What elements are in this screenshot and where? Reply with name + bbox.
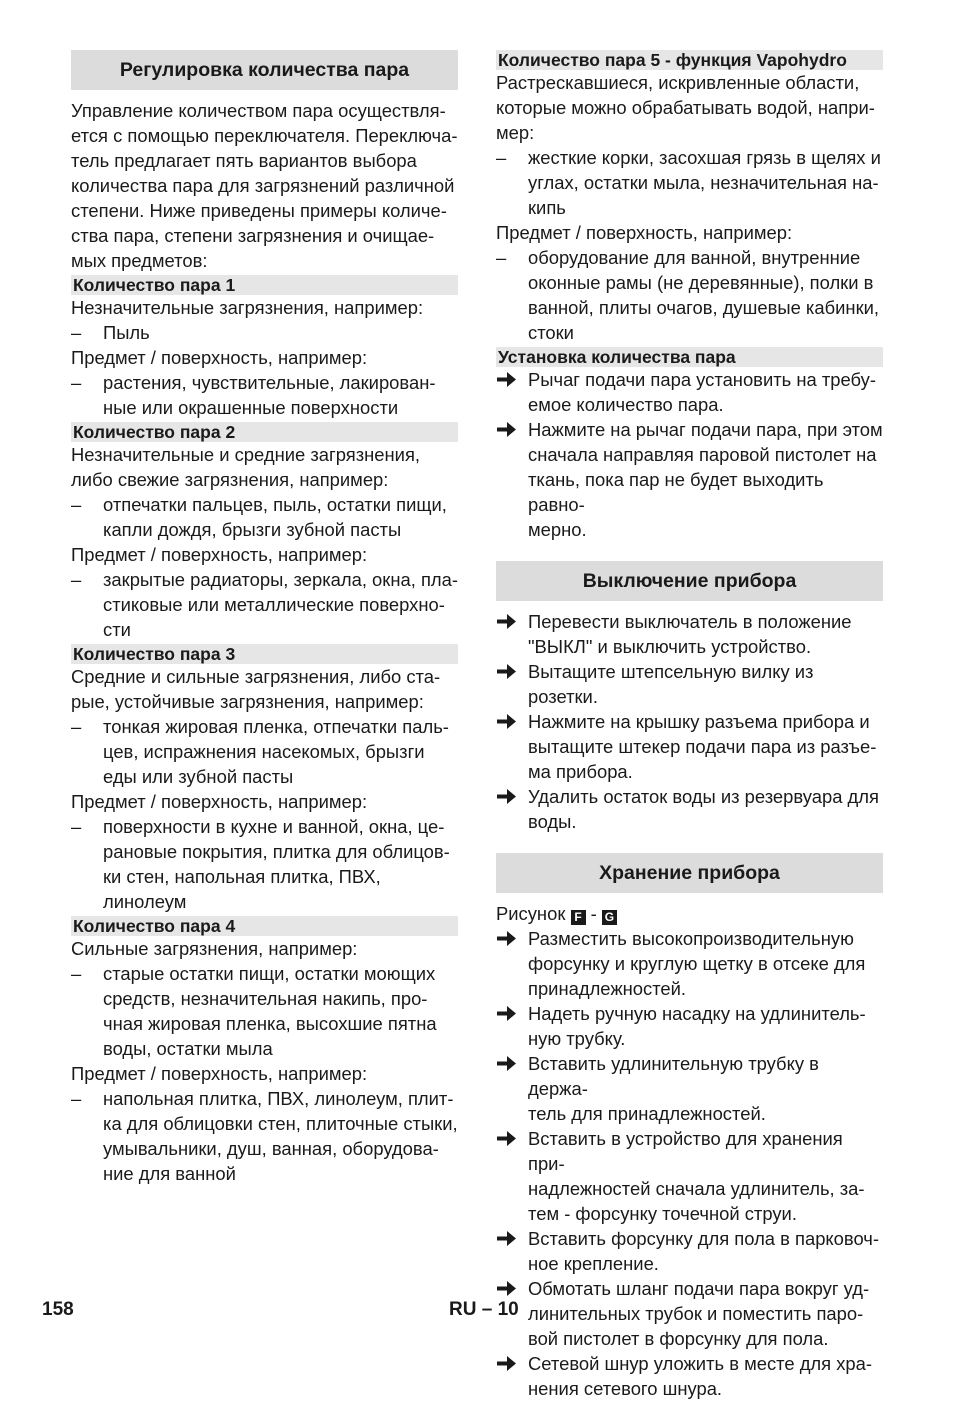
object-intro: Предмет / поверхность, например: [71,1063,368,1084]
text-line: ное крепление. [528,1253,659,1274]
text-line: ткань, пока пар не будет выходить равно- [528,469,824,515]
text-line: еды или зубной пасты [103,766,294,787]
arrow-right-icon [496,1001,518,1026]
text-line: количества пара для загрязнений различной [71,175,455,196]
object-intro: Предмет / поверхность, например: [496,222,793,243]
arrow-right-icon [496,784,518,809]
text-line: "ВЫКЛ" и выключить устройство. [528,636,812,657]
text-line: кипь [528,197,566,218]
arrow-right-icon [496,709,518,734]
page-label: RU – 10 [449,1299,519,1320]
text-line: – растения, чувствительные, лакирован- [103,372,436,393]
text-line: емое количество пара. [528,394,724,415]
subheading-steam-level-1: Количество пара 1 [71,275,458,295]
text-line: принадлежностей. [528,978,687,999]
figure-letter-f: F [571,910,586,925]
arrow-right-icon [496,1051,518,1076]
text-line: – тонкая жировая пленка, отпечатки паль- [103,716,449,737]
dirt-intro [71,664,458,714]
text-line: линительных трубок и поместить паро- [528,1303,864,1324]
list-item [71,567,458,642]
text-line: Управление количеством пара осуществля- [71,100,446,121]
text-line: тем - форсунку точечной струи. [528,1203,797,1224]
list-item [496,245,883,345]
text-line: ную трубку. [528,1028,626,1049]
arrow-right-icon [496,1126,518,1151]
text-line: ки стен, напольная плитка, ПВХ, [103,866,381,887]
text-line: Незначительные и средние загрязнения, [71,444,421,465]
text-line: тель предлагает пять вариантов выбора [71,150,417,171]
list-item [71,370,458,420]
text-line: – оборудование для ванной, внутренние [528,247,861,268]
text-line: цев, испражнения насекомых, брызги [103,741,425,762]
text-line: ства пара, степени загрязнения и очищае- [71,225,435,246]
arrow-right-icon [496,417,518,442]
intro-paragraph [71,98,458,273]
object-intro: Предмет / поверхность, например: [71,347,368,368]
object-intro: Предмет / поверхность, например: [71,544,368,565]
arrow-right-icon [496,609,518,634]
text-line: – отпечатки пальцев, пыль, остатки пищи, [103,494,447,515]
dirt-intro [496,70,883,145]
figure-reference [496,901,883,926]
text-line: тель для принадлежностей. [528,1103,766,1124]
text-line: стоки [528,322,574,343]
step-item [496,1001,883,1051]
text-line: ма прибора. [528,761,633,782]
list-item [71,714,458,789]
text-line: рые, устойчивые загрязнения, например: [71,691,424,712]
arrow-right-icon [496,659,518,684]
text-line: форсунку и круглую щетку в отсеке для [528,953,866,974]
text-line: Средние и сильные загрязнения, либо ста- [71,666,441,687]
text-line: Удалить остаток воды из резервуара для [528,786,879,807]
text-line: воды. [528,811,577,832]
text-line: нения сетевого шнура. [528,1378,723,1399]
section-heading-storage: Хранение прибора [496,853,883,893]
text-line: степени. Ниже приведены примеры количе- [71,200,447,221]
text-line: мых предметов: [71,250,208,271]
page-number: 158 [42,1299,74,1320]
text-line: вытащите штекер подачи пара из разъе- [528,736,877,757]
figure-letter-g: G [602,910,617,925]
step-item [496,367,883,417]
text-line: стиковые или металлические поверхно- [103,594,445,615]
subheading-steam-level-3: Количество пара 3 [71,644,458,664]
text-line: Вставить в устройство для хранения при- [528,1128,843,1174]
left-column [71,50,458,1186]
step-item [496,926,883,1001]
text-line: которые можно обрабатывать водой, напри- [496,97,875,118]
text-line: оконные рамы (не деревянные), полки в [528,272,874,293]
text-line: ется с помощью переключателя. Переключа- [71,125,458,146]
step-item [496,659,883,709]
section-heading-steam-regulation: Регулировка количества пара [71,50,458,90]
text-line: Вытащите штепсельную вилку из розетки. [528,661,814,707]
list-item [71,492,458,542]
subheading-set-steam-amount: Установка количества пара [496,347,883,367]
arrow-right-icon [496,367,518,392]
text-line: Вставить форсунку для пола в парковоч- [528,1228,880,1249]
list-item-text: Пыль [103,322,150,343]
text-line: мер: [496,122,535,143]
text-line: Обмотать шланг подачи пара вокруг уд- [528,1278,870,1299]
list-item [71,961,458,1061]
step-item [496,1051,883,1126]
text-line: мерно. [528,519,587,540]
text-line: сти [103,619,131,640]
text-line: рановые покрытия, плитка для облицов- [103,841,450,862]
figure-separator: - [590,903,597,924]
text-line: – жесткие корки, засохшая грязь в щелях и [528,147,881,168]
text-line: – напольная плитка, ПВХ, линолеум, плит- [103,1088,454,1109]
list-item [71,320,458,345]
text-line: углах, остатки мыла, незначительная на- [528,172,879,193]
text-line: Рычаг подачи пара установить на требу- [528,369,876,390]
subheading-steam-level-4: Количество пара 4 [71,916,458,936]
text-line: Разместить высокопроизводительную [528,928,854,949]
text-line: средств, незначительная накипь, про- [103,988,428,1009]
dirt-intro: Незначительные загрязнения, например: [71,297,424,318]
text-line: ванной, плиты очагов, душевые кабинки, [528,297,879,318]
text-line: Нажмите на рычаг подачи пара, при этом [528,419,883,440]
subheading-steam-level-2: Количество пара 2 [71,422,458,442]
text-line: Сетевой шнур уложить в месте для хра- [528,1353,872,1374]
step-item [496,1276,883,1351]
text-line: ние для ванной [103,1163,236,1184]
text-line: – поверхности в кухне и ванной, окна, це- [103,816,445,837]
arrow-right-icon [496,1226,518,1251]
text-line: воды, остатки мыла [103,1038,273,1059]
text-line: – старые остатки пищи, остатки моющих [103,963,436,984]
arrow-right-icon [496,926,518,951]
text-line: Перевести выключатель в положение [528,611,852,632]
list-item [71,1086,458,1186]
step-item [496,709,883,784]
text-line: Нажмите на крышку разъема прибора и [528,711,870,732]
right-column [496,50,883,1401]
text-line: – закрытые радиаторы, зеркала, окна, пла- [103,569,458,590]
section-heading-switch-off: Выключение прибора [496,561,883,601]
object-intro: Предмет / поверхность, например: [71,791,368,812]
text-line: чная жировая пленка, высохшие пятна [103,1013,437,1034]
text-line: умывальники, душ, ванная, оборудова- [103,1138,439,1159]
figure-label: Рисунок [496,903,566,924]
text-line: сначала направляя паровой пистолет на [528,444,877,465]
text-line: надлежностей сначала удлинитель, за- [528,1178,865,1199]
text-line: ка для облицовки стен, плиточные стыки, [103,1113,458,1134]
list-item [71,814,458,914]
step-item [496,609,883,659]
list-item [496,145,883,220]
subheading-steam-level-5: Количество пара 5 - функция Vapohydro [496,50,883,70]
text-line: либо свежие загрязнения, например: [71,469,389,490]
text-line: Вставить удлинительную трубку в держа- [528,1053,819,1099]
step-item [496,784,883,834]
dirt-intro: Сильные загрязнения, например: [71,938,358,959]
text-line: Растрескавшиеся, искривленные области, [496,72,860,93]
dirt-intro [71,442,458,492]
step-item [496,1126,883,1226]
text-line: вой пистолет в форсунку для пола. [528,1328,829,1349]
text-line: Надеть ручную насадку на удлинитель- [528,1003,866,1024]
step-item [496,1351,883,1401]
step-item [496,417,883,542]
text-line: линолеум [103,891,187,912]
arrow-right-icon [496,1351,518,1376]
text-line: капли дождя, брызги зубной пасты [103,519,402,540]
text-line: ные или окрашенные поверхности [103,397,399,418]
step-item [496,1226,883,1276]
